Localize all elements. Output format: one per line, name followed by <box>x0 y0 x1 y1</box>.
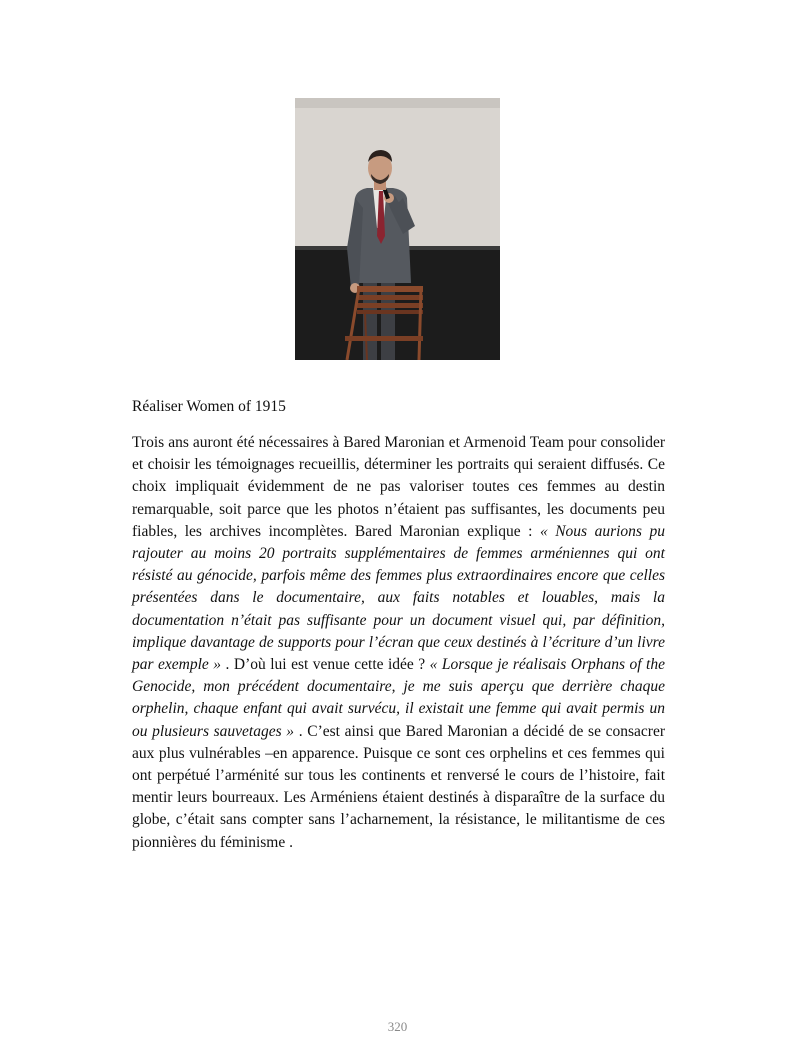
paragraph-text-1: Trois ans auront été nécessaires à Bared Maronian et Armenoid Team pour consolider et choisir les témoignages recueillis, déterminer les portraits qui seraient diffusés. Ce choix impliquait évidemment de ne pas valoriser toutes ces femmes au destin remarquable, soit parce que les photos n’étaient pas suffisantes, les documents peu fiables, les archives incomplètes. Bared Maronian explique : <box>132 434 665 540</box>
quote-1: « Nous aurions pu rajouter au moins 20 portraits supplémentaires de femmes arméniennes qui ont résisté au génocide, parfois même des femmes plus extraordinaires encore que celles présentées dans le documentaire, aux faits notables et louables, mais la documentation n’était pas suffisante pour un document visuel qui, par définition, implique davantage de supports pour l’écran que ceux destinés à l’écriture d’un livre par exemple » <box>132 522 665 674</box>
body-paragraph <box>132 432 665 854</box>
speaker-photo-icon <box>295 98 500 360</box>
paragraph-text-2: . D’où lui est venue cette idée ? <box>221 656 430 674</box>
paragraph-text-3: . C’est ainsi que Bared Maronian a décidé de se consacrer aux plus vulnérables –en apparence. Puisque ce sont ces orphelins et ces femmes qui ont perpétué l’arménité sur tous les continents et renversé le cours de l’histoire, fait mentir leurs bourreaux. Les Arméniens étaient destinés à disparaître de la surface du globe, c’était sans compter sans l’acharnement, la résistance, le militantisme de ces pionnières du féminisme . <box>132 722 665 851</box>
section-heading: Réaliser Women of 1915 <box>132 398 286 415</box>
page-number: 320 <box>387 1019 408 1034</box>
speaker-photo <box>295 98 500 360</box>
quote-2: « Lorsque je réalisais Orphans of the Genocide, mon précédent documentaire, je me suis aperçu que derrière chaque orphelin, chaque enfant qui avait survécu, il existait une femme qui avait permis un ou plusieurs sauvetages » <box>132 656 665 740</box>
